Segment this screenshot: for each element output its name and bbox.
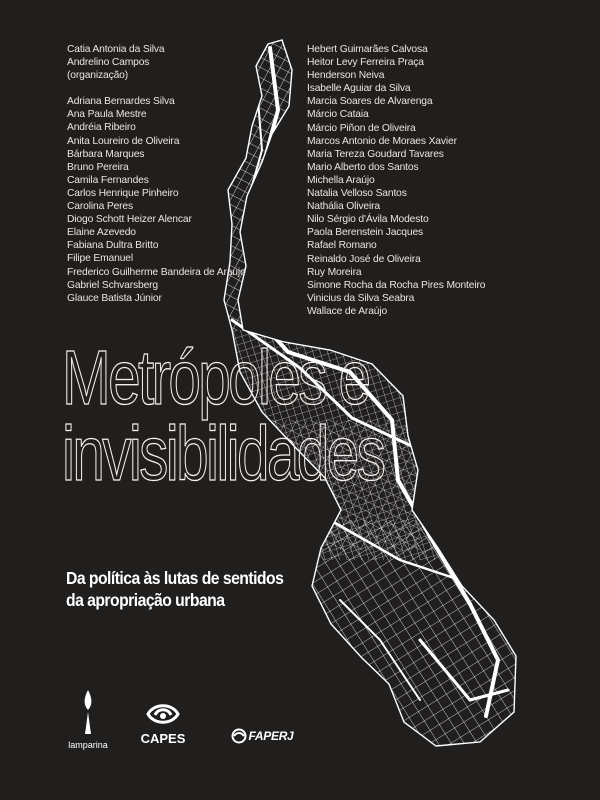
author-name: Fabiana Dultra Britto [67, 240, 159, 252]
author-name: Bruno Pereira [67, 161, 129, 173]
author-name: Marcos Antonio de Moraes Xavier [307, 135, 457, 147]
author-name: Andréia Ribeiro [67, 122, 136, 134]
book-subtitle [66, 567, 283, 611]
author-name: Henderson Neiva [307, 70, 385, 82]
organizer-name: Andrelino Campos [67, 57, 150, 69]
capes-label: CAPES [140, 731, 186, 746]
author-list-left [67, 43, 246, 305]
author-name: Carolina Peres [67, 201, 134, 213]
author-name: Natalia Velloso Santos [307, 188, 407, 200]
author-name: Filipe Emanuel [67, 253, 134, 265]
author-name: Glauce Batista Júnior [67, 292, 162, 304]
book-title [62, 335, 419, 497]
author-name: Vinicius da Silva Seabra [307, 292, 415, 304]
author-name: Rafael Romano [307, 240, 377, 252]
organizer-name: Catia Antonia da Silva [67, 44, 165, 55]
faperj-label: FAPERJ [248, 729, 294, 743]
title-line-2: invisibilidades [62, 411, 384, 497]
author-name: Wallace de Araújo [307, 305, 388, 317]
author-name: Anita Loureiro de Oliveira [67, 135, 180, 147]
author-name: Nathália Oliveira [307, 201, 380, 213]
author-list-right [307, 43, 485, 318]
author-name: Frederico Guilherme Bandeira de Araujo [67, 266, 246, 278]
author-name: Camila Fernandes [67, 174, 149, 186]
author-name: Maria Tereza Goudard Tavares [307, 148, 444, 160]
author-name: Carlos Henrique Pinheiro [67, 187, 179, 199]
author-name: Elaine Azevedo [67, 227, 136, 239]
capes-logo [138, 700, 188, 746]
title-line-1: Metrópoles e [62, 335, 369, 421]
author-name: Reinaldo José de Oliveira [307, 253, 421, 265]
author-name: Hebert Guimarães Calvosa [307, 44, 428, 55]
author-name: Simone Rocha da Rocha Pires Monteiro [307, 279, 486, 291]
author-name: Gabriel Schvarsberg [67, 279, 159, 291]
capes-eye-icon [145, 700, 181, 728]
author-name: Márcio Piñon de Oliveira [307, 122, 416, 134]
author-name: Adriana Bernardes Silva [67, 96, 175, 108]
lamparina-label: lamparina [68, 740, 108, 750]
author-name: Bárbara Marques [67, 148, 145, 160]
author-name: Nilo Sérgio d'Ávila Modesto [307, 214, 429, 226]
author-name: Paola Berenstein Jacques [307, 227, 424, 239]
lamp-flame-icon [76, 688, 100, 736]
faperj-swirl-icon [231, 728, 247, 744]
organizer-role: (organização) [67, 70, 129, 82]
author-name: Heitor Levy Ferreira Praça [307, 57, 424, 69]
faperj-logo [222, 728, 302, 744]
author-name: Márcio Cataia [307, 109, 369, 121]
subtitle-line-2: da apropriação urbana [66, 590, 225, 610]
subtitle-line-1: Da política às lutas de sentidos [66, 568, 284, 588]
author-name: Diogo Schott Heizer Alencar [67, 214, 192, 226]
author-name: Mario Alberto dos Santos [307, 161, 419, 173]
author-name: Ana Paula Mestre [67, 109, 147, 121]
author-name: Marcia Soares de Alvarenga [307, 96, 433, 108]
lamparina-logo [58, 688, 118, 750]
author-name: Isabelle Aguiar da Silva [307, 83, 411, 95]
author-name: Ruy Moreira [307, 266, 362, 278]
author-name: Michella Araújo [307, 174, 375, 186]
